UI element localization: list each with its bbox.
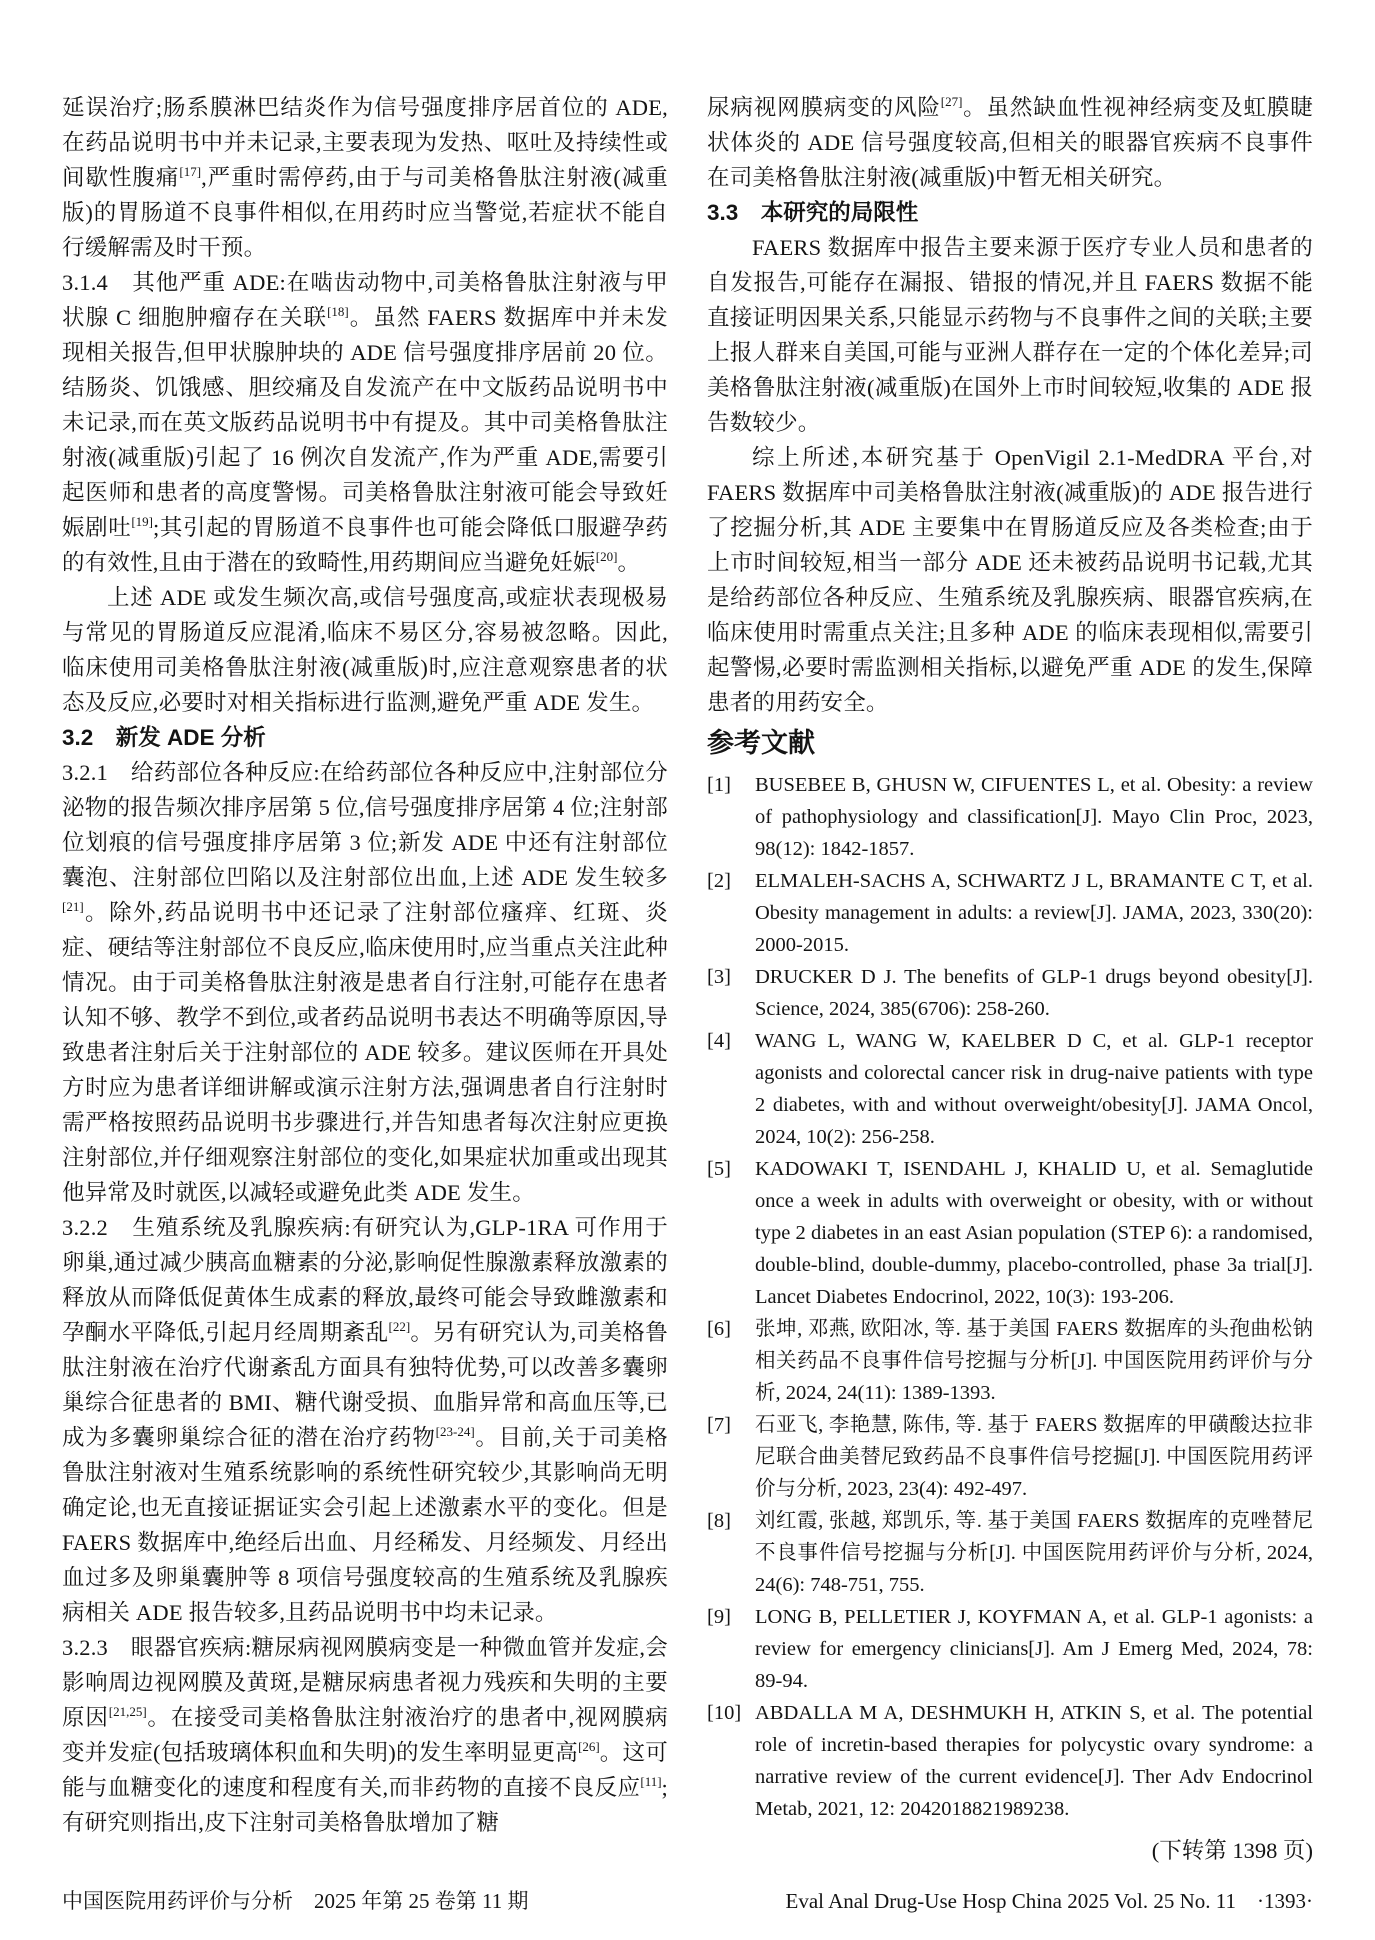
reference-text: DRUCKER D J. The benefits of GLP-1 drugs beyond obesity[J]. Science, 2024, 385(6706): 258-260.	[755, 966, 1313, 1020]
paragraph: 3.2.2 生殖系统及乳腺疾病:有研究认为,GLP-1RA 可作用于卵巢,通过减少胰高血糖素的分泌,影响促性腺激素释放激素的释放从而降低促黄体生成素的释放,最终可能会导致雌激素和孕酮水平降低,引起月经周期紊乱[22]。另有研究认为,司美格鲁肽注射液在治疗代谢紊乱方面具有独特优势,可以改善多囊卵巢综合征患者的 BMI、糖代谢受损、血脂异常和高血压等,已成为多囊卵巢综合征的潜在治疗药物[23-24]。目前,关于司美格鲁肽注射液对生殖系统影响的系统性研究较少,其影响尚无明确定论,也无直接证据证实会引起上述激素水平的变化。但是 FAERS 数据库中,绝经后出血、月经稀发、月经频发、月经出血过多及卵巢囊肿等 8 项信号强度较高的生殖系统及乳腺疾病相关 ADE 报告较多,且药品说明书中均未记录。	[62, 1215, 668, 1625]
reference-text: LONG B, PELLETIER J, KOYFMAN A, et al. GLP-1 agonists: a review for emergency clinicians[J]. Am J Emerg Med, 2024, 78: 89-94.	[755, 1606, 1313, 1692]
reference-item	[707, 1601, 1313, 1697]
reference-number: [1]	[707, 774, 731, 796]
continuation-note: (下转第 1398 页)	[1151, 1838, 1313, 1863]
reference-item	[707, 961, 1313, 1025]
references-heading: 参考文献	[707, 728, 815, 758]
left-column	[62, 90, 668, 1868]
reference-number: [2]	[707, 870, 731, 892]
reference-item	[707, 1697, 1313, 1825]
paragraph: 综上所述,本研究基于 OpenVigil 2.1-MedDRA 平台,对 FAERS 数据库中司美格鲁肽注射液(减重版)的 ADE 报告进行了挖掘分析,其 ADE 主要集中在胃肠道反应及各类检查;由于上市时间较短,相当一部分 ADE 还未被药品说明书记载,尤其是给药部位各种反应、生殖系统及乳腺疾病、眼器官疾病,在临床使用时需重点关注;且多种 ADE 的临床表现相似,需要引起警惕,必要时需监测相关指标,以避免严重 ADE 的发生,保障患者的用药安全。	[707, 445, 1313, 715]
reference-number: [7]	[707, 1414, 731, 1436]
reference-item	[707, 1409, 1313, 1505]
footer-journal-cn: 中国医院用药评价与分析 2025 年第 25 卷第 11 期	[62, 1889, 529, 1913]
reference-text: BUSEBEE B, GHUSN W, CIFUENTES L, et al. Obesity: a review of pathophysiology and classification[J]. Mayo Clin Proc, 2023, 98(12): 1842-1857.	[755, 774, 1313, 860]
section-heading: 3.3 本研究的局限性	[707, 200, 919, 225]
paragraph: 3.1.4 其他严重 ADE:在啮齿动物中,司美格鲁肽注射液与甲状腺 C 细胞肿瘤存在关联[18]。虽然 FAERS 数据库中并未发现相关报告,但甲状腺肿块的 ADE 信号强度排序居前 20 位。结肠炎、饥饿感、胆绞痛及自发流产在中文版药品说明书中未记录,而在英文版药品说明书中有提及。其中司美格鲁肽注射液(减重版)引起了 16 例次自发流产,作为严重 ADE,需要引起医师和患者的高度警惕。司美格鲁肽注射液可能会导致妊娠剧吐[19];其引起的胃肠道不良事件也可能会降低口服避孕药的有效性,且由于潜在的致畸性,用药期间应当避免妊娠[20]。	[62, 270, 668, 575]
reference-number: [8]	[707, 1510, 731, 1532]
reference-number: [9]	[707, 1606, 731, 1628]
paragraph: 上述 ADE 或发生频次高,或信号强度高,或症状表现极易与常见的胃肠道反应混淆,临床不易区分,容易被忽略。因此,临床使用司美格鲁肽注射液(减重版)时,应注意观察患者的状态及反应,必要时对相关指标进行监测,避免严重 ADE 发生。	[62, 585, 668, 715]
two-column-layout	[62, 90, 1313, 1868]
reference-item	[707, 1025, 1313, 1153]
reference-text: WANG L, WANG W, KAELBER D C, et al. GLP-1 receptor agonists and colorectal cancer risk in drug-naive patients with type 2 diabetes, with and without overweight/obesity[J]. JAMA Oncol, 2024, 10(2): 256-258.	[755, 1030, 1313, 1148]
section-heading: 3.2 新发 ADE 分析	[62, 725, 266, 750]
footer-journal-en: Eval Anal Drug-Use Hosp China 2025 Vol. 25 No. 11 ·1393·	[785, 1889, 1313, 1913]
reference-number: [3]	[707, 966, 731, 988]
paragraph: 尿病视网膜病变的风险[27]。虽然缺血性视神经病变及虹膜睫状体炎的 ADE 信号强度较高,但相关的眼器官疾病不良事件在司美格鲁肽注射液(减重版)中暂无相关研究。	[707, 94, 1313, 190]
reference-item	[707, 1313, 1313, 1409]
paragraph: FAERS 数据库中报告主要来源于医疗专业人员和患者的自发报告,可能存在漏报、错报的情况,并且 FAERS 数据不能直接证明因果关系,只能显示药物与不良事件之间的关联;主要上报人群来自美国,可能与亚洲人群存在一定的个体化差异;司美格鲁肽注射液(减重版)在国外上市时间较短,收集的 ADE 报告数较少。	[707, 235, 1313, 435]
reference-number: [5]	[707, 1158, 731, 1180]
reference-item	[707, 865, 1313, 961]
reference-item	[707, 1505, 1313, 1601]
reference-text: 石亚飞, 李艳慧, 陈伟, 等. 基于 FAERS 数据库的甲磺酸达拉非尼联合曲美替尼致药品不良事件信号挖掘[J]. 中国医院用药评价与分析, 2023, 23(4): 492-497.	[755, 1414, 1313, 1500]
page-footer	[62, 1886, 1313, 1916]
paragraph: 3.2.3 眼器官疾病:糖尿病视网膜病变是一种微血管并发症,会影响周边视网膜及黄斑,是糖尿病患者视力残疾和失明的主要原因[21,25]。在接受司美格鲁肽注射液治疗的患者中,视网膜病变并发症(包括玻璃体积血和失明)的发生率明显更高[26]。这可能与血糖变化的速度和程度有关,而非药物的直接不良反应[11];有研究则指出,皮下注射司美格鲁肽增加了糖	[62, 1635, 668, 1835]
paragraph: 3.2.1 给药部位各种反应:在给药部位各种反应中,注射部位分泌物的报告频次排序居第 5 位,信号强度排序居第 4 位;注射部位划痕的信号强度排序居第 3 位;新发 ADE 中还有注射部位囊泡、注射部位凹陷以及注射部位出血,上述 ADE 发生较多[21]。除外,药品说明书中还记录了注射部位瘙痒、红斑、炎症、硬结等注射部位不良反应,临床使用时,应当重点关注此种情况。由于司美格鲁肽注射液是患者自行注射,可能存在患者认知不够、教学不到位,或者药品说明书表达不明确等原因,导致患者注射后关于注射部位的 ADE 较多。建议医师在开具处方时应为患者详细讲解或演示注射方法,强调患者自行注射时需严格按照药品说明书步骤进行,并告知患者每次注射应更换注射部位,并仔细观察注射部位的变化,如果症状加重或出现其他异常及时就医,以减轻或避免此类 ADE 发生。	[62, 760, 668, 1205]
reference-text: KADOWAKI T, ISENDAHL J, KHALID U, et al. Semaglutide once a week in adults with overweight or obesity, with or without type 2 diabetes in an east Asian population (STEP 6): a randomised, double-blind, double-dummy, placebo-controlled, phase 3a trial[J]. Lancet Diabetes Endocrinol, 2022, 10(3): 193-206.	[755, 1158, 1313, 1308]
reference-number: [6]	[707, 1318, 731, 1340]
reference-item	[707, 769, 1313, 865]
reference-text: ABDALLA M A, DESHMUKH H, ATKIN S, et al. The potential role of incretin-based therapies for polycystic ovary syndrome: a narrative review of the current evidence[J]. Ther Adv Endocrinol Metab, 2021, 12: 2042018821989238.	[755, 1702, 1313, 1820]
reference-number: [4]	[707, 1030, 731, 1052]
paragraph: 延误治疗;肠系膜淋巴结炎作为信号强度排序居首位的 ADE,在药品说明书中并未记录,主要表现为发热、呕吐及持续性或间歇性腹痛[17],严重时需停药,由于与司美格鲁肽注射液(减重版)的胃肠道不良事件相似,在用药时应当警觉,若症状不能自行缓解需及时干预。	[62, 95, 668, 260]
reference-text: 刘红霞, 张越, 郑凯乐, 等. 基于美国 FAERS 数据库的克唑替尼不良事件信号挖掘与分析[J]. 中国医院用药评价与分析, 2024, 24(6): 748-751, 755.	[755, 1510, 1313, 1596]
reference-number: [10]	[707, 1702, 742, 1724]
reference-text: ELMALEH-SACHS A, SCHWARTZ J L, BRAMANTE C T, et al. Obesity management in adults: a review[J]. JAMA, 2023, 330(20): 2000-2015.	[755, 870, 1313, 956]
reference-text: 张坤, 邓燕, 欧阳冰, 等. 基于美国 FAERS 数据库的头孢曲松钠相关药品不良事件信号挖掘与分析[J]. 中国医院用药评价与分析, 2024, 24(11): 1389-1393.	[755, 1318, 1313, 1404]
right-column	[707, 90, 1313, 1868]
reference-item	[707, 1153, 1313, 1313]
